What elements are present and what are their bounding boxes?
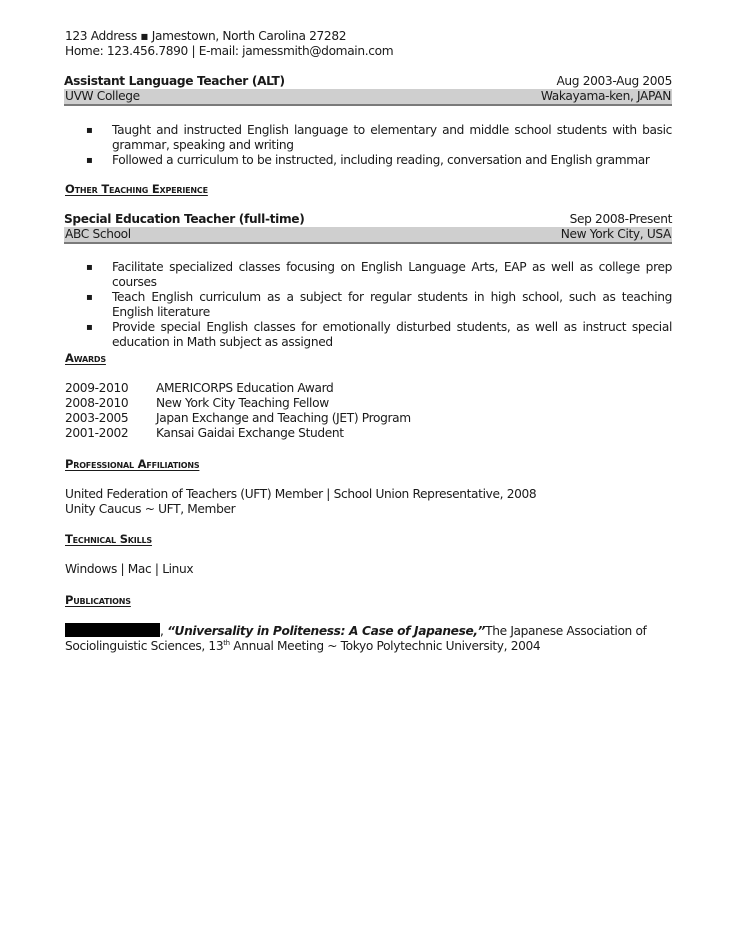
bullet-item: ▪ Taught and instructed English language to elementary and middle school students with basic grammar, speaking and writing: [86, 123, 672, 152]
job1-bullets: [86, 123, 672, 168]
bullet-item: ▪ Provide special English classes for emotionally disturbed students, as well as instruct special education in Math subject as assigned: [86, 320, 672, 349]
job2-location: New York City, USA: [560, 227, 671, 241]
section-heading-other-teaching: Other Teaching Experience: [65, 182, 208, 196]
job1-subheader: [64, 89, 672, 106]
contact-phone-email: Home: 123.456.7890 | E-mail: jamessmith@domain.com: [65, 44, 394, 58]
publication-venue-1: The Japanese Association of Sociolinguistic Sciences, 13: [65, 624, 647, 653]
award-row: 2009-2010 AMERICORPS Education Award: [65, 381, 334, 395]
section-heading-publications: Publications: [65, 593, 131, 607]
publication-title: “Universality in Politeness: A Case of Japanese,”: [167, 624, 486, 638]
awards-list: [65, 381, 411, 441]
section-heading-awards: Awards: [65, 351, 106, 365]
section-heading-technical-skills: Technical Skills: [65, 532, 152, 546]
skills-text: Windows | Mac | Linux: [65, 562, 194, 576]
bullet-item: ▪ Facilitate specialized classes focusing on English Language Arts, EAP as well as college prep courses: [86, 260, 672, 289]
job1-header: [64, 74, 672, 89]
bullet-icon: ▪: [86, 322, 93, 333]
affiliation-line: United Federation of Teachers (UFT) Member | School Union Representative, 2008: [65, 487, 537, 501]
job2-dates: Sep 2008-Present: [569, 212, 672, 226]
bullet-icon: ▪: [86, 262, 93, 273]
award-row: 2003-2005 Japan Exchange and Teaching (JET) Program: [65, 411, 411, 425]
job1-title: Assistant Language Teacher (ALT): [64, 74, 285, 88]
job1-employer: UVW College: [65, 89, 140, 103]
ordinal-suffix: th: [223, 638, 230, 647]
affiliation-line: Unity Caucus ~ UFT, Member: [65, 502, 236, 516]
publication-venue-2: Annual Meeting ~ Tokyo Polytechnic University, 2004: [229, 639, 541, 653]
job2-bullets: [86, 260, 672, 350]
section-heading-affiliations: Professional Affiliations: [65, 457, 200, 471]
redacted-author: [65, 623, 160, 637]
job1-location: Wakayama-ken, JAPAN: [540, 89, 671, 103]
job2-employer: ABC School: [65, 227, 131, 241]
award-row: 2001-2002 Kansai Gaidai Exchange Student: [65, 426, 344, 440]
job2-title: Special Education Teacher (full-time): [64, 212, 305, 226]
bullet-item: ▪ Followed a curriculum to be instructed, including reading, conversation and English grammar: [86, 153, 650, 167]
job2-subheader: [64, 227, 672, 244]
award-row: 2008-2010 New York City Teaching Fellow: [65, 396, 329, 410]
bullet-item: ▪ Teach English curriculum as a subject for regular students in high school, such as teaching English literature: [86, 290, 672, 319]
bullet-icon: ▪: [86, 125, 93, 136]
publication-entry: , “Universality in Politeness: A Case of Japanese,”The Japanese Association of Sociolinguistic Sciences, 13th Annual Meeting ~ Tokyo Polytechnic University, 2004: [65, 624, 647, 653]
job2-header: [64, 212, 672, 227]
job1-dates: Aug 2003-Aug 2005: [556, 74, 672, 88]
contact-address: 123 Address ▪ Jamestown, North Carolina 27282: [65, 29, 347, 43]
bullet-icon: ▪: [86, 155, 93, 166]
bullet-icon: ▪: [86, 292, 93, 303]
